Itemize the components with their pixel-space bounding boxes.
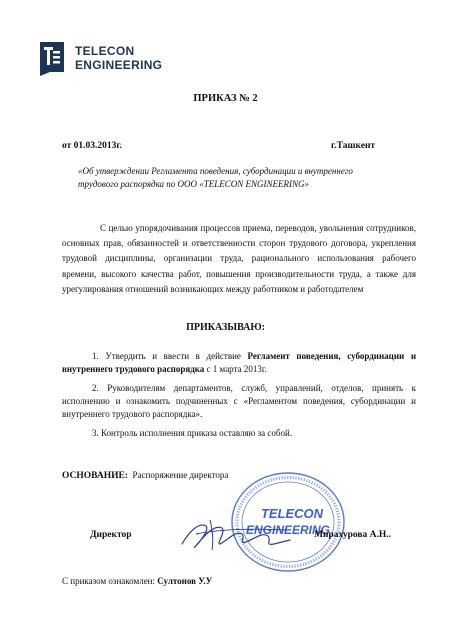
acquaintance-label: С приказом ознакомлен:	[62, 576, 156, 586]
company-logo-text	[75, 44, 162, 72]
director-label: Директор	[90, 530, 132, 540]
order-item-1	[62, 350, 416, 376]
item-1-post: с 1 марта 2013г.	[206, 364, 267, 374]
director-name: Мирахурова А.Н..	[314, 530, 392, 540]
item-1-pre: 1. Утвердить и ввести в действие	[92, 351, 241, 361]
document-title: ПРИКАЗ № 2	[193, 93, 258, 104]
order-heading: ПРИКАЗЫВАЮ:	[186, 322, 265, 333]
basis-line	[62, 470, 228, 481]
acquaintance-line	[62, 576, 212, 586]
item-1-bold: Регламент поведения, субординации и внутреннего трудового распорядка	[62, 351, 417, 374]
order-item-3: 3. Контроль исполнения приказа оставляю за собой.	[92, 428, 293, 438]
order-items	[62, 350, 416, 446]
order-item-2: 2. Руководителям департаментов, служб, управлений, отделов, принять к исполнению и ознакомить подчиненных с «Регламентом поведения, субординации и внутреннего трудового распорядка».	[62, 383, 416, 419]
order-city: г.Ташкент	[331, 141, 376, 151]
company-logo-icon	[40, 42, 68, 76]
acquaintance-name: Султонов У.У	[157, 576, 213, 586]
basis-label: ОСНОВАНИЕ:	[62, 471, 129, 481]
order-subject: «Об утверждении Регламента поведения, субординации и внутреннего трудового распорядка по ООО «TELECON ENGINEERING»	[78, 166, 353, 189]
stamp-line2: ENGINEERING	[245, 523, 331, 537]
preamble-paragraph: С целью упорядочивания процессов приема, переводов, увольнения сотрудников, основных прав, обязанностей и ответственности сторон трудового договора, укрепления трудовой дисциплины, организации труда, рационального использования рабочего времени, высокого качества работ, повышения производительности труда, а также для урегулирования отношений возникающих между работником и работодателем	[62, 223, 416, 294]
order-date: от 01.03.2013г.	[62, 141, 123, 151]
stamp-line1: TELECON	[260, 506, 324, 521]
logo-line1: TELECON	[75, 44, 135, 58]
director-signature	[176, 510, 296, 560]
logo-line2: ENGINEERING	[75, 58, 163, 72]
basis-text: Распоряжение директора	[132, 470, 229, 480]
